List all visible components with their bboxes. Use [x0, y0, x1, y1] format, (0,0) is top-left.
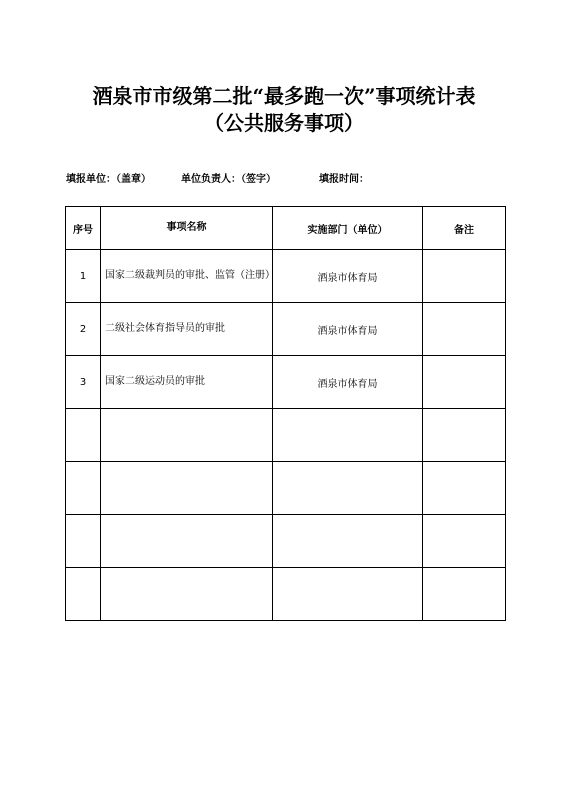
- document-title: 酒泉市市级第二批“最多跑一次”事项统计表: [92, 84, 476, 108]
- cell-serial-number: [66, 409, 101, 462]
- cell-department: 酒泉市体育局: [273, 250, 423, 303]
- cell-serial-number: [66, 515, 101, 568]
- cell-serial-number: 3: [66, 356, 101, 409]
- cell-department: [273, 515, 423, 568]
- cell-remarks: [423, 568, 506, 621]
- cell-remarks: [423, 303, 506, 356]
- cell-item-name: 国家二级运动员的审批: [101, 356, 273, 409]
- filling-unit-label: 填报单位：（盖章）: [66, 174, 151, 185]
- cell-department: 酒泉市体育局: [273, 303, 423, 356]
- unit-head-label: 单位负责人：（签字）: [181, 174, 276, 185]
- cell-remarks: [423, 515, 506, 568]
- cell-remarks: [423, 356, 506, 409]
- table-row: [66, 356, 506, 409]
- cell-remarks: [423, 250, 506, 303]
- cell-item-name: [101, 515, 273, 568]
- table-row: [66, 303, 506, 356]
- cell-remarks: [423, 409, 506, 462]
- cell-department: 酒泉市体育局: [273, 356, 423, 409]
- table-row: [66, 409, 506, 462]
- table-row: [66, 462, 506, 515]
- document-subtitle: （公共服务事项）: [204, 111, 364, 135]
- header-department: 实施部门（单位）: [273, 207, 423, 250]
- cell-item-name: 国家二级裁判员的审批、监管（注册）: [101, 250, 273, 303]
- cell-item-name: [101, 568, 273, 621]
- cell-department: [273, 568, 423, 621]
- statistics-table: [65, 206, 506, 621]
- table-header-row: [66, 207, 506, 250]
- cell-department: [273, 462, 423, 515]
- table-row: [66, 515, 506, 568]
- cell-item-name: 二级社会体育指导员的审批: [101, 303, 273, 356]
- cell-item-name: [101, 409, 273, 462]
- cell-serial-number: [66, 462, 101, 515]
- table-row: [66, 250, 506, 303]
- table-row: [66, 568, 506, 621]
- cell-serial-number: [66, 568, 101, 621]
- header-serial-number: 序号: [66, 207, 101, 250]
- cell-department: [273, 409, 423, 462]
- cell-serial-number: 1: [66, 250, 101, 303]
- cell-serial-number: 2: [66, 303, 101, 356]
- cell-item-name: [101, 462, 273, 515]
- filling-time-label: 填报时间：: [319, 174, 369, 185]
- header-remarks: 备注: [423, 207, 506, 250]
- header-item-name: 事项名称: [101, 207, 273, 250]
- cell-remarks: [423, 462, 506, 515]
